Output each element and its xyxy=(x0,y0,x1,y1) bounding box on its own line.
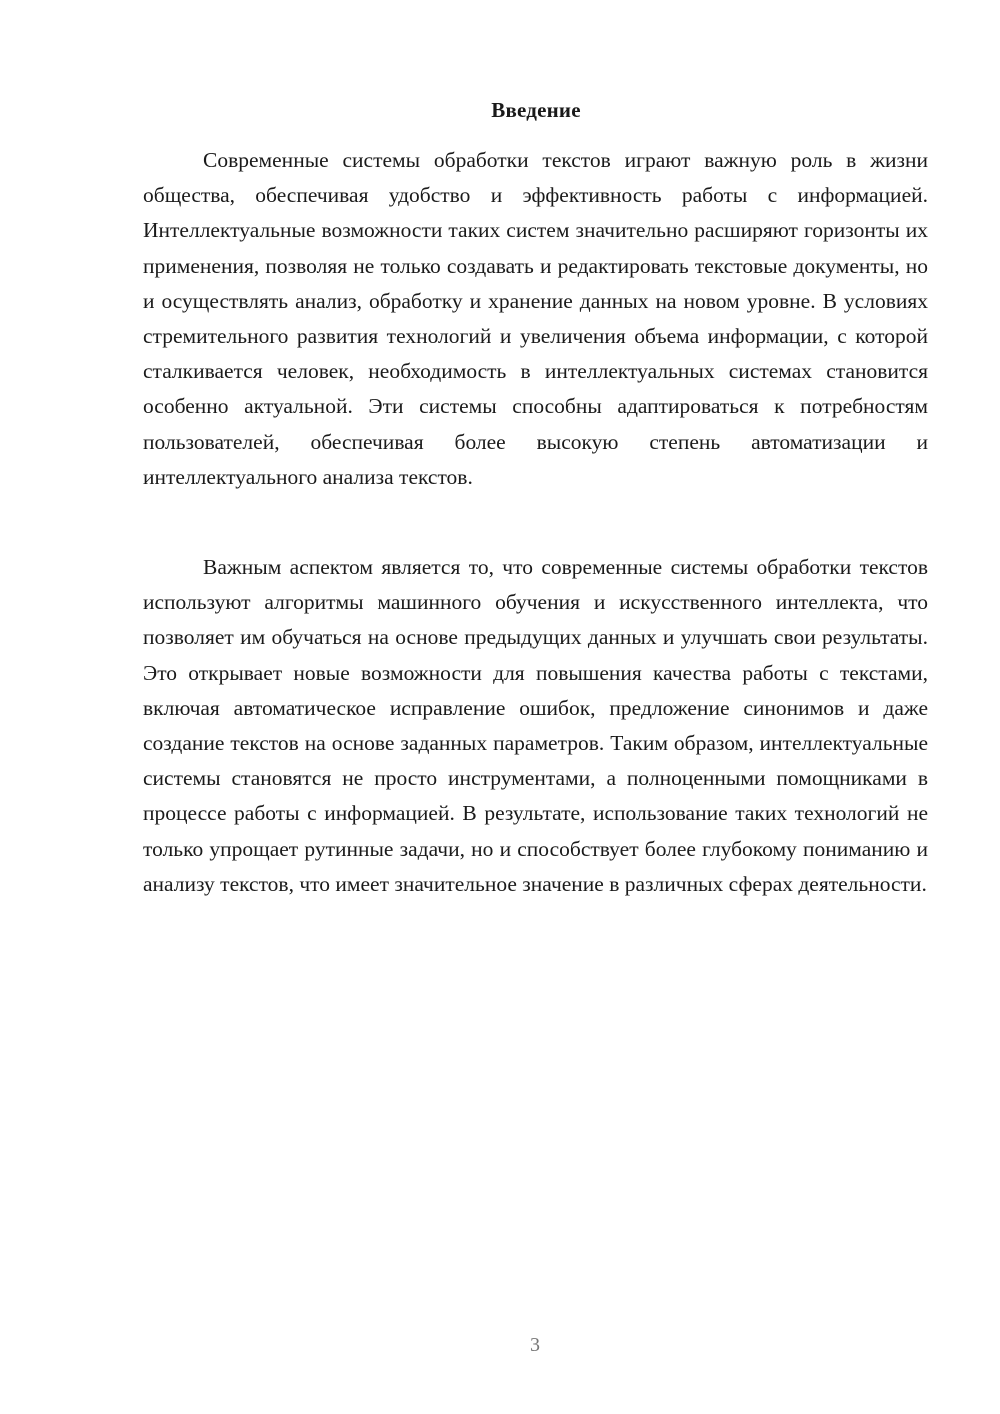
page-title: Введение xyxy=(491,98,581,122)
paragraph-1: Современные системы обработки текстов играют важную роль в жизни общества, обеспечивая удобство и эффективность работы с информацией. Интеллектуальные возможности таких систем значительно расширяют горизонты их применения, позволяя не только создавать и редактировать текстовые документы, но и осуществлять анализ, обработку и хранение данных на новом уровне. В условиях стремительного развития технологий и увеличения объема информации, с которой сталкивается человек, необходимость в интеллектуальных системах становится особенно актуальной. Эти системы способны адаптироваться к потребностям пользователей, обеспечивая более высокую степень автоматизации и интеллектуального анализа текстов. xyxy=(143,148,928,489)
paragraph-2: Важным аспектом является то, что современные системы обработки текстов используют алгоритмы машинного обучения и искусственного интеллекта, что позволяет им обучаться на основе предыдущих данных и улучшать свои результаты. Это открывает новые возможности для повышения качества работы с текстами, включая автоматическое исправление ошибок, предложение синонимов и даже создание текстов на основе заданных параметров. Таким образом, интеллектуальные системы становятся не просто инструментами, а полноценными помощниками в процессе работы с информацией. В результате, использование таких технологий не только упрощает рутинные задачи, но и способствует более глубокому пониманию и анализу текстов, что имеет значительное значение в различных сферах деятельности. xyxy=(143,555,928,896)
page-number: 3 xyxy=(530,1334,540,1356)
